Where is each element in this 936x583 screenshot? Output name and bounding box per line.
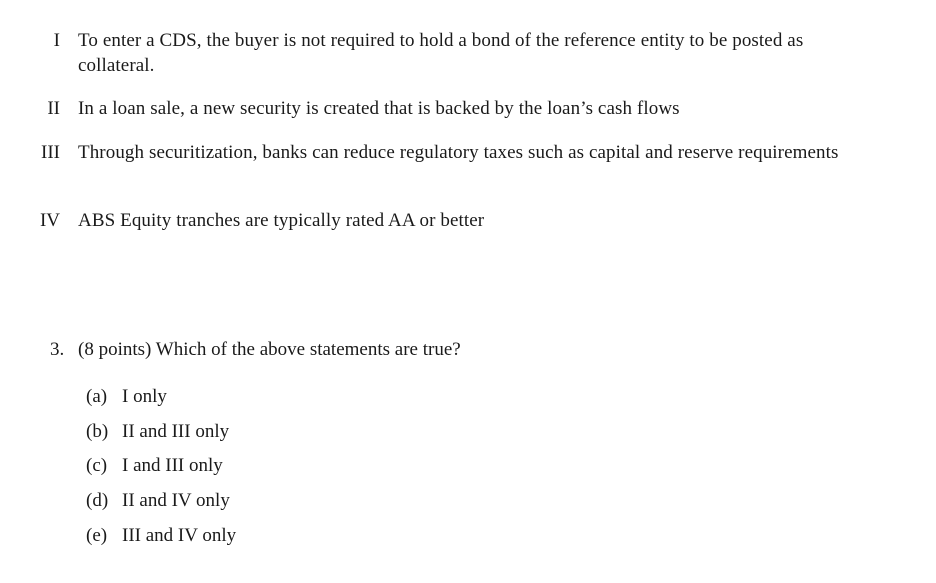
statement-text: Through securitization, banks can reduce regulatory taxes such as capital and reserve requirements: [78, 142, 839, 163]
option-a[interactable]: [86, 384, 167, 409]
option-c[interactable]: [86, 453, 223, 478]
option-text: I only: [122, 386, 167, 407]
option-d[interactable]: [86, 488, 230, 513]
statement-text: To enter a CDS, the buyer is not required to hold a bond of the reference entity to be posted as collateral.: [78, 30, 804, 76]
option-letter: (e): [86, 525, 108, 546]
question-text: (8 points) Which of the above statements are true?: [78, 339, 461, 360]
option-b[interactable]: [86, 419, 229, 444]
option-letter: (c): [86, 455, 108, 476]
statement-numeral: III: [41, 142, 60, 163]
option-text: I and III only: [122, 455, 223, 476]
question-prompt: [50, 337, 461, 362]
option-text: II and III only: [122, 421, 230, 442]
statement-numeral: I: [53, 30, 60, 51]
statement-text: ABS Equity tranches are typically rated AA or better: [78, 210, 485, 231]
option-e[interactable]: [86, 523, 236, 548]
option-text: III and IV only: [122, 525, 237, 546]
question-number: 3.: [50, 339, 65, 360]
option-letter: (a): [86, 386, 108, 407]
option-text: II and IV only: [122, 490, 230, 511]
option-letter: (b): [86, 421, 109, 442]
statement-text: In a loan sale, a new security is created that is backed by the loan’s cash flows: [78, 98, 680, 119]
statement-numeral: II: [47, 98, 60, 119]
statement-numeral: IV: [39, 210, 60, 231]
option-letter: (d): [86, 490, 109, 511]
